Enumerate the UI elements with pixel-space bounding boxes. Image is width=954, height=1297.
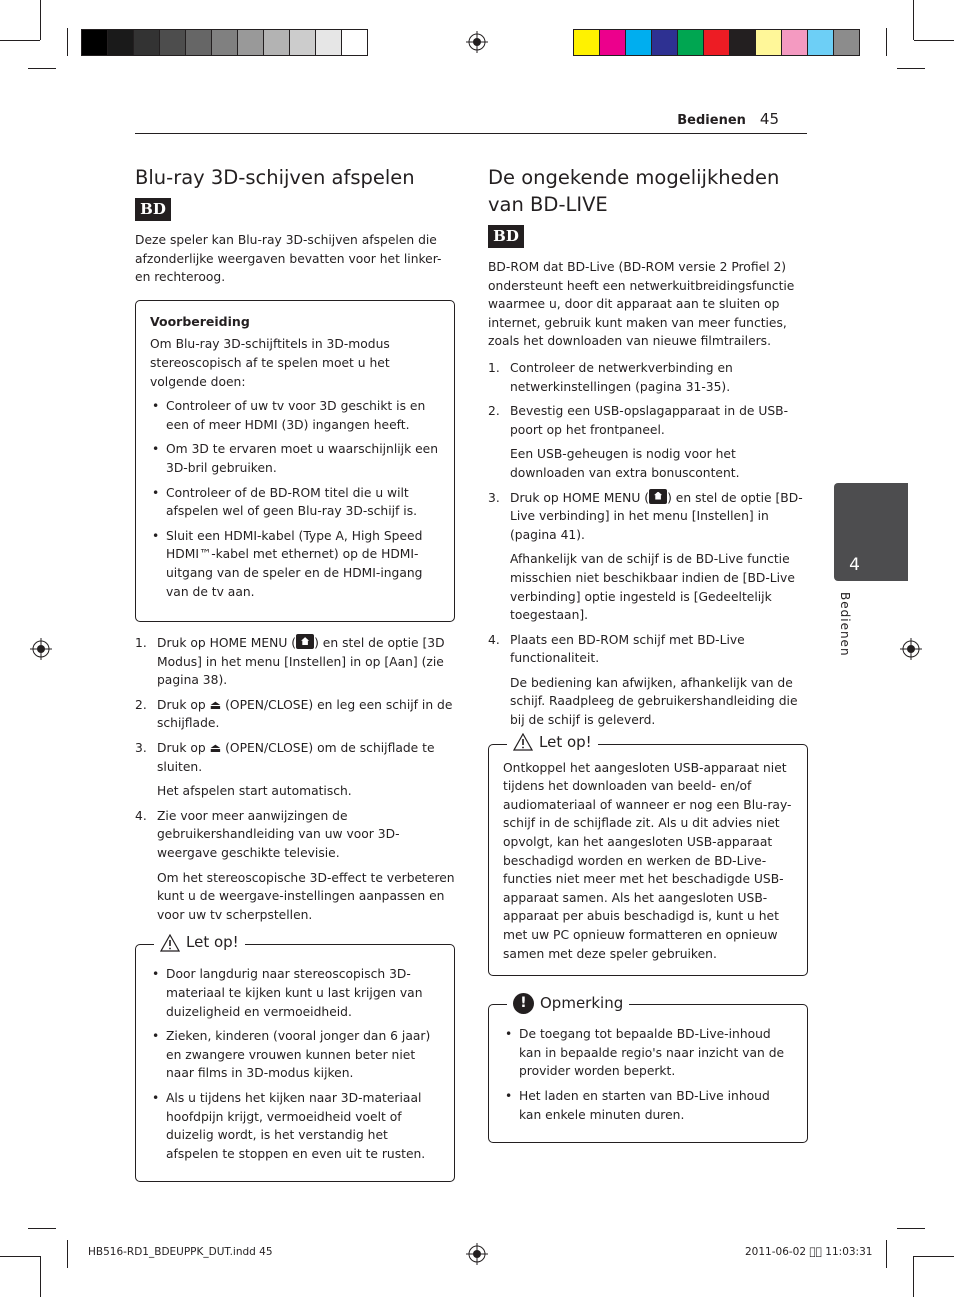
grayscale-color-bar [81, 29, 367, 56]
color-swatch [703, 29, 730, 56]
chapter-number: 4 [849, 555, 860, 575]
color-swatch [833, 29, 860, 56]
bullet-item: • Als u tijdens het kijken naar 3D-materiaal hoofdpijn krijgt, vermoeidheid voelt of duizelig wordt, is het verstandig het afspelen te stoppen en even uit te rusten. [150, 1089, 440, 1163]
footer-datetime: 2011-06-02 ￿￿ 11:03:31 [745, 1246, 873, 1258]
step-number: 1. [488, 360, 500, 375]
caution-icon [160, 934, 180, 952]
color-swatch [573, 29, 600, 56]
step-number: 3. [135, 741, 147, 756]
preparation-text: Om Blu-ray 3D-schijftitels in 3D-modus stereoscopisch af te spelen moet u het volgende doen: [150, 337, 390, 389]
step-note: Om het stereoscopische 3D-effect te verbeteren kunt u de weergave-instellingen aanpassen en voor uw tv scherpstellen. [157, 870, 455, 922]
header-rule [135, 133, 807, 134]
crop-mark [897, 68, 925, 69]
step-text: Zie voor meer aanwijzingen de gebruikershandleiding van uw voor 3D-weergave geschikte televisie. [157, 808, 400, 861]
color-swatch [211, 29, 238, 56]
color-swatch [81, 29, 108, 56]
step-number: 4. [135, 808, 147, 823]
caution-label: Let op! [186, 933, 239, 952]
steps-bdlive [488, 359, 808, 730]
step-item [135, 634, 455, 690]
remark-box [488, 994, 808, 1143]
preparation-box [135, 300, 455, 622]
page-number: 45 [759, 110, 779, 128]
crop-mark [0, 1256, 40, 1257]
color-swatch [807, 29, 834, 56]
process-color-bar [573, 29, 859, 56]
color-swatch [263, 29, 290, 56]
crop-mark [886, 1240, 887, 1268]
step-text: Controleer de netwerkverbinding en netwerkinstellingen (pagina 31-35). [510, 360, 733, 394]
eject-icon: ⏏ [209, 741, 222, 756]
color-swatch [651, 29, 678, 56]
color-swatch [677, 29, 704, 56]
crop-mark [914, 40, 954, 41]
bullet-item: • Door langdurig naar stereoscopisch 3D-materiaal te kijken kunt u last krijgen van duizeligheid en vermoeidheid. [150, 965, 440, 1021]
caution-tag [507, 733, 598, 752]
eject-icon: ⏏ [209, 697, 222, 712]
color-swatch [315, 29, 342, 56]
color-swatch [599, 29, 626, 56]
caution-icon [513, 733, 533, 751]
home-icon [649, 489, 667, 504]
step-text: Plaats een BD-ROM schijf met BD-Live functionaliteit. [510, 632, 745, 666]
step-text: Druk op HOME MENU ( ) en stel de optie [BD-Live verbinding] in het menu [Instellen] in (pagina 41). [510, 490, 803, 542]
header-section: Bedienen [677, 113, 746, 128]
color-swatch [237, 29, 264, 56]
chapter-tab [834, 483, 908, 581]
bullet-item: • Controleer of de BD-ROM titel die u wilt afspelen wel of geen Blu-ray 3D-schijf is. [150, 484, 440, 521]
step-text: Bevestig een USB-opslagapparaat in de USB-poort op het frontpaneel. [510, 404, 789, 437]
registration-mark-icon [30, 638, 52, 660]
preparation-list [150, 397, 440, 601]
left-column [135, 164, 455, 1182]
color-swatch [159, 29, 186, 56]
bullet-item: • Om 3D te ervaren moet u waarschijnlijk een 3D-bril gebruiken. [150, 440, 440, 477]
crop-mark [886, 28, 887, 56]
chapter-label: Bedienen [838, 592, 852, 657]
color-swatch [729, 29, 756, 56]
bullet-item: • Controleer of uw tv voor 3D geschikt is en een of meer HDMI (3D) ingangen heeft. [150, 397, 440, 434]
bullet-item: • Zieken, kinderen (vooral jonger dan 6 jaar) en zwangere vrouwen kunnen beter niet naar films in 3D-modus kijken. [150, 1027, 440, 1083]
registration-mark-icon [900, 638, 922, 660]
remark-list [503, 1025, 793, 1124]
step-number: 4. [488, 632, 500, 647]
step-item [488, 489, 808, 625]
color-swatch [755, 29, 782, 56]
section-title-3d: Blu-ray 3D-schijven afspelen [135, 166, 415, 189]
right-column [488, 164, 808, 1143]
remark-label: Opmerking [540, 994, 624, 1013]
step-item [488, 359, 808, 396]
crop-mark [28, 1228, 56, 1229]
caution-label: Let op! [539, 732, 592, 751]
step-note: Een USB-geheugen is nodig voor het downloaden van extra bonuscontent. [510, 447, 740, 480]
crop-mark [0, 40, 40, 41]
crop-mark [897, 1228, 925, 1229]
running-header [677, 110, 779, 128]
caution-text: Ontkoppel het aangesloten USB-apparaat niet tijdens het downloaden van beeld- en/of audiomateriaal of wanneer er nog een Blu-ray-schijf in de schijflade zit. Als u dit advies niet opvolgt, kan het aangesloten USB-apparaat beschadigd worden en werken de BD-Live-functies niet meer met het beschadigde USB-apparaat samen. Als het aangesloten USB-apparaat per abuis beschadigd is, kunt u het met uw PC opnieuw formatteren en opnieuw samen met deze speler gebruiken. [503, 760, 792, 961]
section-title-bdlive: De ongekende mogelijkheden van BD-LIVE [488, 166, 780, 216]
step-text: Druk op ⏏ (OPEN/CLOSE) en leg een schijf in de schijflade. [157, 697, 453, 731]
step-number: 1. [135, 636, 147, 651]
step-note: De bediening kan afwijken, afhankelijk van de schijf. Raadpleeg de gebruikershandleiding die bij de schijf is geleverd. [510, 675, 798, 728]
step-note: Het afspelen start automatisch. [157, 784, 352, 799]
crop-mark [913, 0, 914, 40]
registration-mark-icon [466, 31, 488, 53]
caution-list [150, 965, 440, 1163]
step-item [135, 696, 455, 733]
bullet-item: • Het laden en starten van BD-Live inhoud kan enkele minuten duren. [503, 1087, 793, 1124]
exclamation-icon: ! [513, 993, 534, 1014]
preparation-title: Voorbereiding [150, 313, 250, 329]
footer-file: HB516-RD1_BDEUPPK_DUT.indd 45 [88, 1246, 273, 1258]
step-note: Afhankelijk van de schijf is de BD-Live functie misschien niet beschikbaar indien de [BD-Live verbinding] optie ingesteld is [Gedeeltelijk toegestaan]. [510, 552, 795, 623]
step-text: Druk op ⏏ (OPEN/CLOSE) om de schijflade te sluiten. [157, 741, 435, 774]
home-icon [296, 634, 314, 649]
crop-mark [913, 1256, 914, 1297]
color-swatch [781, 29, 808, 56]
caution-tag [154, 933, 245, 952]
crop-mark [914, 1256, 954, 1257]
steps-3d [135, 634, 455, 924]
step-item [135, 739, 455, 801]
crop-mark [28, 68, 56, 69]
color-swatch [289, 29, 316, 56]
step-number: 2. [135, 697, 147, 712]
step-number: 3. [488, 490, 500, 505]
step-item [488, 402, 808, 482]
step-item [488, 631, 808, 730]
step-number: 2. [488, 404, 500, 419]
bd-badge-icon: BD [488, 225, 524, 248]
bd-badge-icon: BD [135, 198, 171, 221]
bullet-item: • Sluit een HDMI-kabel (Type A, High Speed HDMI™-kabel met ethernet) op de HDMI-uitgang van de speler en de HDMI-ingang van de tv aan. [150, 527, 440, 601]
color-swatch [107, 29, 134, 56]
step-text: Druk op HOME MENU ( ) en stel de optie [3D Modus] in het menu [Instellen] in op [Aan] (zie pagina 38). [157, 636, 445, 688]
bullet-item: • De toegang tot bepaalde BD-Live-inhoud kan in bepaalde regio's naar inzicht van de provider worden beperkt. [503, 1025, 793, 1081]
caution-box-bdlive [488, 732, 808, 977]
crop-mark [40, 0, 41, 40]
color-swatch [133, 29, 160, 56]
color-swatch [185, 29, 212, 56]
intro-bdlive: BD-ROM dat BD-Live (BD-ROM versie 2 Profiel 2) ondersteunt heeft een netwerkuitbreidingsfunctie waarmee u, door dit apparaat aan te sluiten op internet, gebruik kunt maken van meer functies, zoals het downloaden van nieuwe filmtrailers. [488, 260, 795, 349]
registration-mark-icon [466, 1243, 488, 1265]
color-swatch [625, 29, 652, 56]
caution-box-3d [135, 933, 455, 1182]
crop-mark [67, 1240, 68, 1268]
step-item [135, 807, 455, 925]
intro-3d: Deze speler kan Blu-ray 3D-schijven afspelen die afzonderlijke weergaven bevatten voor het linker- en rechteroog. [135, 233, 442, 285]
remark-tag [507, 993, 629, 1014]
color-swatch [341, 29, 368, 56]
crop-mark [67, 28, 68, 56]
crop-mark [40, 1256, 41, 1297]
